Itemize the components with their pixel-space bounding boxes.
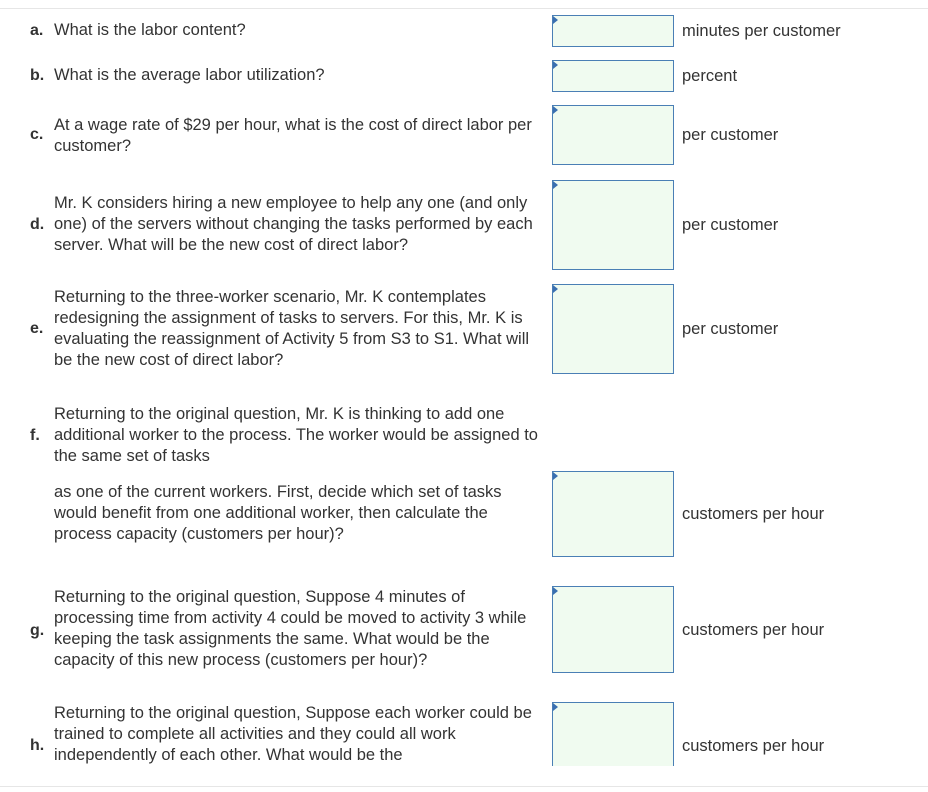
question-a-text: What is the labor content?	[54, 21, 246, 39]
answer-input-g[interactable]	[552, 586, 674, 673]
question-h-text: Returning to the original question, Suppose each worker could be trained to complete all activities and they could all work independently of each other. What would be the	[54, 704, 532, 764]
question-letter-c: c.	[30, 126, 44, 143]
flag-marker-icon	[553, 285, 558, 293]
answer-input-b[interactable]	[552, 60, 674, 92]
unit-label-f: customers per hour	[682, 505, 825, 523]
answer-input-f[interactable]	[552, 471, 674, 557]
question-letter-d: d.	[30, 216, 45, 233]
unit-label-d: per customer	[682, 216, 779, 234]
question-g-text: Returning to the original question, Suppose 4 minutes of processing time from activity 4 could be moved to activity 3 while keeping the task assignments the same. What would be the capacity of this new process (customers per hour)?	[54, 588, 527, 669]
question-letter-f: f.	[30, 427, 40, 444]
question-f-text: Returning to the original question, Mr. K is thinking to add one additional worker to the process. The worker would be assigned to the same set of tasks	[54, 405, 538, 465]
scroll-cutoff	[0, 766, 928, 786]
bottom-divider	[0, 786, 928, 787]
unit-label-c: per customer	[682, 126, 779, 144]
question-letter-a: a.	[30, 22, 44, 39]
answer-input-c[interactable]	[552, 105, 674, 165]
answer-input-e[interactable]	[552, 284, 674, 374]
unit-label-g: customers per hour	[682, 621, 825, 639]
flag-marker-icon	[553, 472, 558, 480]
flag-marker-icon	[553, 587, 558, 595]
question-letter-e: e.	[30, 320, 44, 337]
question-e-text: Returning to the three-worker scenario, Mr. K contemplates redesigning the assignment of tasks to servers. For this, Mr. K is evaluating the reassignment of Activity 5 from S3 to S1. What will be the new cost of direct labor?	[54, 288, 530, 369]
question-letter-g: g.	[30, 622, 45, 639]
flag-marker-icon	[553, 106, 558, 114]
unit-label-e: per customer	[682, 320, 779, 338]
question-letter-b: b.	[30, 67, 45, 84]
top-divider	[0, 8, 928, 9]
unit-label-h: customers per hour	[682, 737, 825, 755]
unit-label-a: minutes per customer	[682, 22, 841, 40]
flag-marker-icon	[553, 181, 558, 189]
flag-marker-icon	[553, 703, 558, 711]
answer-input-d[interactable]	[552, 180, 674, 270]
question-letter-h: h.	[30, 737, 45, 754]
unit-label-b: percent	[682, 67, 738, 85]
question-c-text: At a wage rate of $29 per hour, what is the cost of direct labor per customer?	[54, 116, 532, 155]
question-d-text: Mr. K considers hiring a new employee to help any one (and only one) of the servers without changing the tasks performed by each server. What will be the new cost of direct labor?	[54, 194, 533, 254]
flag-marker-icon	[553, 16, 558, 24]
question-f-text-continued: as one of the current workers. First, decide which set of tasks would benefit from one additional worker, then calculate the process capacity (customers per hour)?	[54, 483, 502, 543]
flag-marker-icon	[553, 61, 558, 69]
answer-input-a[interactable]	[552, 15, 674, 47]
question-b-text: What is the average labor utilization?	[54, 66, 325, 84]
